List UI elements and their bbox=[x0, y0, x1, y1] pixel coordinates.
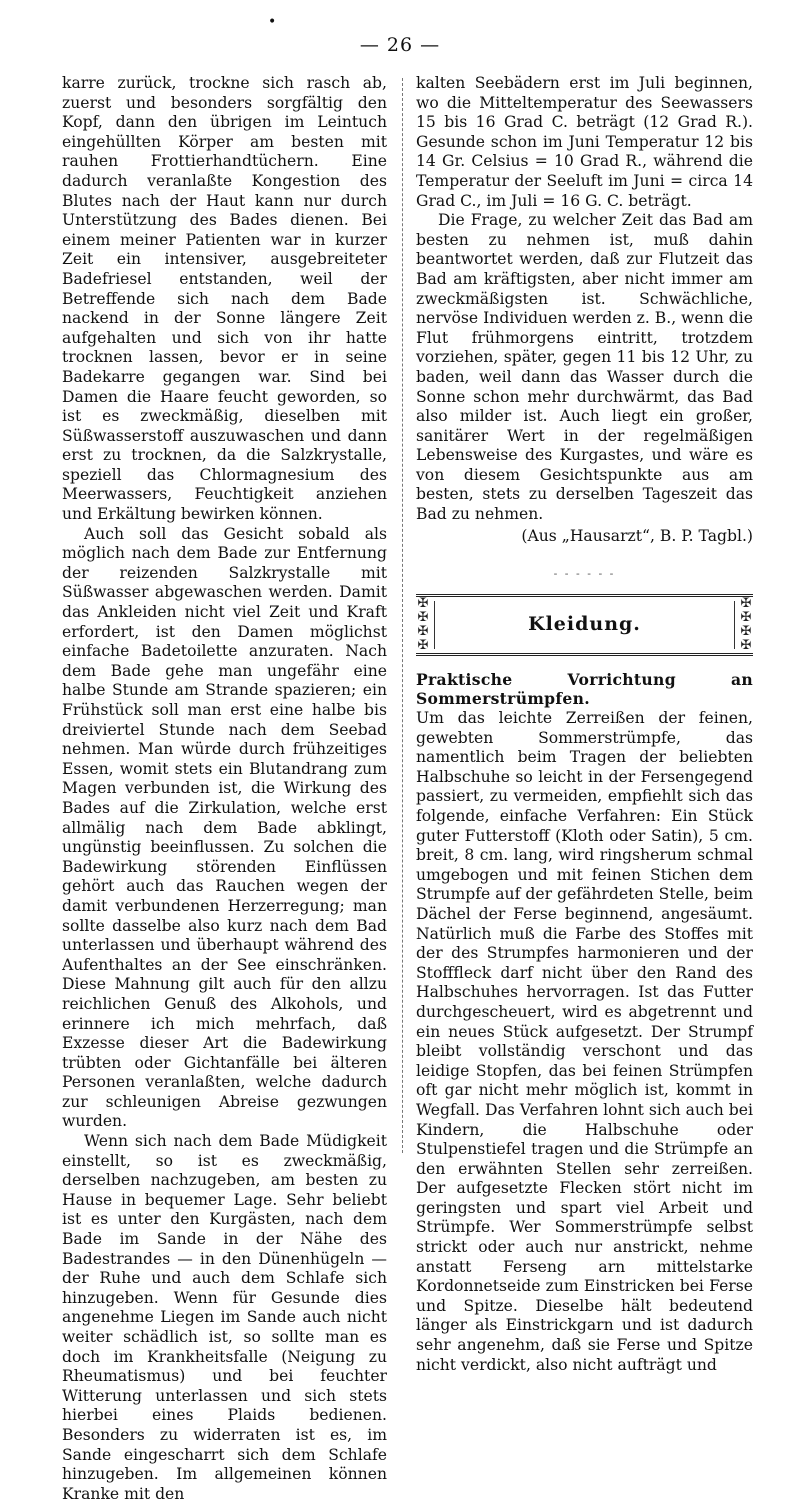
left-paragraph-1: karre zurück, trockne sich rasch ab, zuerst und besonders sorgfältig den Kopf, dann den übrigen im Leintuch eingehüllten Körper am besten mit rauhen Frottierhandtüchern. Eine dadurch veranlaßte Kongestion des Blutes nach der Haut kann nur durch Unterstützung des Bades dienen. Bei einem meiner Patienten war in kurzer Zeit ein intensiver, ausgebreiteter Badefriesel entstanden, weil der Betreffende sich nach dem Bade nackend in der Sonne längere Zeit aufgehalten und sich von ihr hatte trocknen lassen, bevor er in seine Badekarre gegangen war. Sind bei Damen die Haare feucht geworden, so ist es zweckmäßig, dieselben mit Süßwasserstoff auszuwaschen und dann erst zu trocknen, da die Salzkrystalle, speziell das Chlormagnesium des Meerwassers, Feuchtigkeit anziehen und Erkältung bewirken können. bbox=[62, 74, 387, 524]
article-subheading: Praktische Vorrichtung an Sommerstrümpfen. bbox=[416, 669, 753, 709]
left-column bbox=[62, 74, 387, 1504]
right-paragraph-1: kalten Seebädern erst im Juli beginnen, wo die Mitteltemperatur des Seewassers 15 bis 16 Grad C. beträgt (12 Grad R.). Gesunde schon im Juni Temperatur 12 bis 14 Gr. Celsius = 10 Grad R., während die Temperatur der Seeluft im Juni = circa 14 Grad C., im Juli = 16 G. C. beträgt. bbox=[416, 74, 753, 210]
right-paragraph-2: Die Frage, zu welcher Zeit das Bad am besten zu nehmen ist, muß dahin beantwortet werden, daß zur Flutzeit das Bad am kräftigsten, aber nicht immer am zweckmäßigsten ist. Schwächliche, nervöse Individuen werden z. B., wenn die Flut frühmorgens eintritt, trotzdem vorziehen, später, gegen 11 bis 12 Uhr, zu baden, weil dann das Wasser durch die Sonne schon mehr durchwärmt, das Bad also milder ist. Auch liegt ein großer, sanitärer Wert in der regelmäßigen Lebensweise des Kurgastes, und wäre es von diesem Gesichtspunkte aus am besten, stets zu derselben Tageszeit das Bad zu nehmen. bbox=[416, 211, 753, 524]
page-mark: • bbox=[268, 14, 277, 30]
ornament-right-icon: ✠ ✠ ✠ ✠ bbox=[740, 595, 752, 653]
left-paragraph-3: Wenn sich nach dem Bade Müdigkeit einstellt, so ist es zweckmäßig, derselben nachzugeben, am besten zu Hause in bequemer Lage. Sehr beliebt ist es unter den Kurgästen, nach dem Bade im Sande in der Nähe des Badestrandes — in den Dünenhügeln — der Ruhe und auch dem Schlafe sich hinzugeben. Wenn für Gesunde dies angenehme Liegen im Sande auch nicht weiter schädlich ist, so sollte man es doch im Krankheitsfalle (Neigung zu Rheumatismus) und bei feuchter Witterung unterlassen und sich stets hierbei eines Plaids bedienen. Besonders zu widerraten ist es, im Sande eingescharrt sich dem Schlafe hinzugeben. Im allgemeinen können Kranke mit den bbox=[62, 1132, 387, 1503]
section-heading-frame bbox=[434, 601, 735, 649]
right-paragraph-3: Um das leichte Zerreißen der feinen, gewebten Sommerstrümpfe, das namentlich beim Tragen der beliebten Halbschuhe so leicht in der Fersengegend passiert, zu vermeiden, empfiehlt sich das folgende, einfache Verfahren: Ein Stück guter Futterstoff (Kloth oder Satin), 5 cm. breit, 8 cm. lang, wird ringsherum schmal umgebogen und mit feinen Stichen dem Strumpfe auf der gefährdeten Stelle, beim Dächel der Ferse beginnend, angesäumt. Natürlich muß die Farbe des Stoffes mit der des Strumpfes harmonieren und der Stofffleck darf nicht über den Rand des Halbschuhes hervorragen. Ist das Futter durchgescheuert, wird es abgetrennt und ein neues Stück aufgesetzt. Der Strumpf bleibt vollständig verschont und das leidige Stopfen, das bei feinen Strümpfen oft gar nicht mehr möglich ist, kommt in Wegfall. Das Verfahren lohnt sich auch bei Kindern, die Halbschuhe oder Stulpenstiefel tragen und die Strümpfe an den erwähnten Stellen sehr zerreißen. Der aufgesetzte Flecken stört nicht im geringsten und spart viel Arbeit und Strümpfe. Wer Sommerstrümpfe selbst strickt oder auch nur anstrickt, nehme anstatt Ferseng arn mittelstarke Kordonnetseide zum Einstricken bei Ferse und Spitze. Dieselbe hält bedeutend länger als Einstrickgarn und ist dadurch sehr angenehm, daß sie Ferse und Spitze nicht verdickt, also nicht aufträgt und bbox=[416, 709, 753, 1374]
separator-rule: - - - - - - bbox=[553, 567, 616, 581]
right-column bbox=[416, 74, 753, 1375]
ornament-left-icon: ✠ ✠ ✠ ✠ bbox=[417, 595, 429, 653]
left-paragraph-2: Auch soll das Gesicht sobald als möglich nach dem Bade zur Entfernung der reizenden Salzkrystalle mit Süßwasser abgewaschen werden. Damit das Ankleiden nicht viel Zeit und Kraft erfordert, ist den Damen möglichst einfache Badetoilette anzuraten. Nach dem Bade gehe man ungefähr eine halbe Stunde am Strande spazieren; ein Frühstück soll man erst eine halbe bis dreiviertel Stunde nach dem Seebad nehmen. Man würde durch frühzeitiges Essen, womit stets ein Blutandrang zum Magen verbunden ist, die Wirkung des Bades auf die Zirkulation, welche erst allmälig nach dem Bade abklingt, ungünstig beeinflussen. Zu solchen die Badewirkung störenden Einflüssen gehört auch das Rauchen wegen der damit verbundenen Herzerregung; man sollte dasselbe also kurz nach dem Bad unterlassen und überhaupt während des Aufenthaltes an der See einschränken. Diese Mahnung gilt auch für den allzu reichlichen Genuß des Alkohols, und erinnere ich mich mehrfach, daß Exzesse dieser Art die Badewirkung trübten oder Gichtanfälle bei älteren Personen veranlaßten, welche dadurch zur schleunigen Abreise gezwungen wurden. bbox=[62, 524, 387, 1131]
source-citation: (Aus „Hausarzt“, B. P. Tagbl.) bbox=[521, 526, 753, 545]
column-divider bbox=[402, 78, 403, 1153]
section-heading-box bbox=[416, 594, 753, 656]
section-title: Kleidung. bbox=[528, 613, 641, 636]
page-number: — 26 — bbox=[359, 34, 441, 56]
